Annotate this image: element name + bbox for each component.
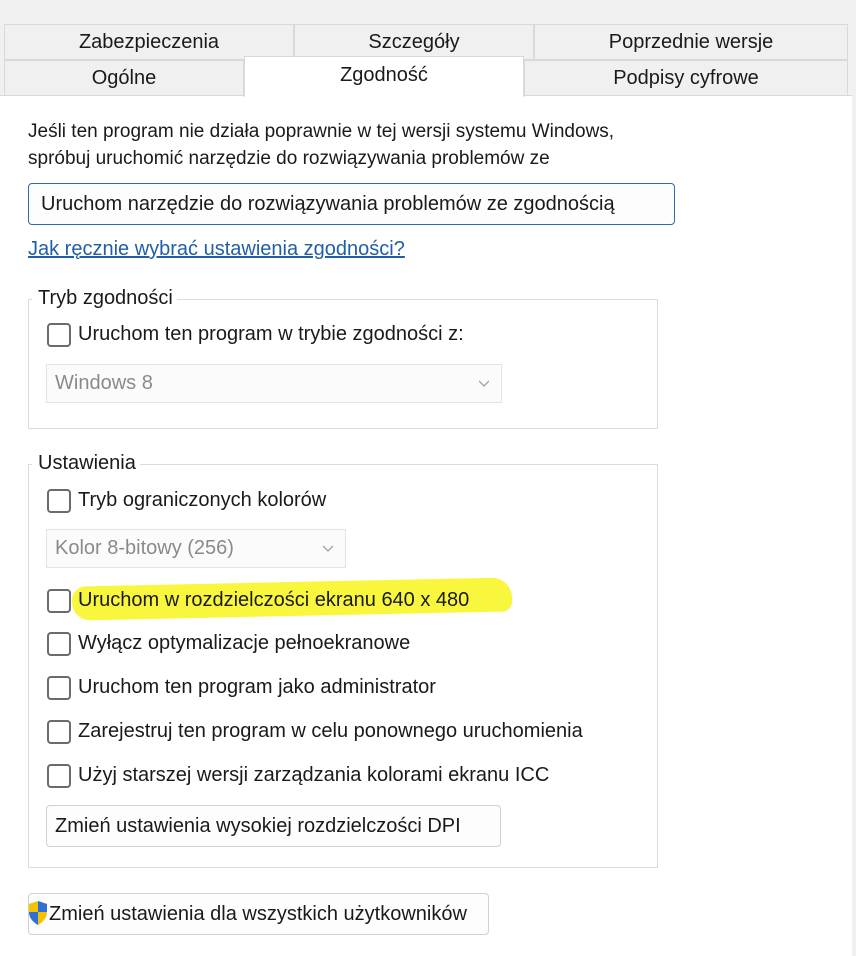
reduced-color-label: Tryb ograniczonych kolorów [78,489,327,511]
run-as-admin-label: Uruchom ten program jako administrator [78,676,436,698]
all-users-settings-button[interactable]: Zmień ustawienia dla wszystkich użytkowników [28,893,489,935]
resolution-640-label: Uruchom w rozdzielczości ekranu 640 x 480 [78,589,470,611]
tab-zgodnosc[interactable]: Zgodność [244,56,524,97]
run-troubleshooter-button[interactable]: Uruchom narzędzie do rozwiązywania problemów ze zgodnością [28,183,675,225]
chevron-down-icon [479,378,489,388]
run-as-admin-checkbox[interactable] [47,676,71,700]
chevron-down-icon [323,543,333,553]
register-restart-label: Zarejestruj ten program w celu ponownego uruchomienia [78,720,583,742]
manual-compat-settings-link[interactable]: Jak ręcznie wybrać ustawienia zgodności? [28,238,405,260]
settings-title: Ustawienia [32,452,140,475]
tab-ogolne[interactable]: Ogólne [4,60,244,96]
disable-fullscreen-opt-label: Wyłącz optymalizacje pełnoekranowe [78,632,411,654]
tab-strip [0,0,856,96]
color-depth-select[interactable]: Kolor 8-bitowy (256) [46,529,346,568]
tab-podpisy-cyfrowe[interactable]: Podpisy cyfrowe [524,60,848,96]
compat-mode-title: Tryb zgodności [32,287,177,310]
legacy-icc-label: Użyj starszej wersji zarządzania kolorami ekranu ICC [78,764,550,786]
compat-mode-checkbox[interactable] [47,323,71,347]
disable-fullscreen-opt-checkbox[interactable] [47,632,71,656]
compat-os-select[interactable]: Windows 8 [46,364,502,403]
intro-text: Jeśli ten program nie działa poprawnie w tej wersji systemu Windows, spróbuj uruchomić narzędzie do rozwiązywania problemów ze [28,121,615,169]
tab-zabezpieczenia[interactable]: Zabezpieczenia [4,24,294,60]
register-restart-checkbox[interactable] [47,720,71,744]
tab-poprzednie-wersje[interactable]: Poprzednie wersje [534,24,848,60]
reduced-color-checkbox[interactable] [47,489,71,513]
resolution-640-checkbox[interactable] [47,589,71,613]
legacy-icc-checkbox[interactable] [47,764,71,788]
uac-shield-icon [28,900,48,926]
high-dpi-settings-button[interactable]: Zmień ustawienia wysokiej rozdzielczości DPI [46,805,501,847]
compat-mode-label: Uruchom ten program w trybie zgodności z: [78,323,464,345]
tab-szczegoly[interactable]: Szczegóły [294,24,534,60]
